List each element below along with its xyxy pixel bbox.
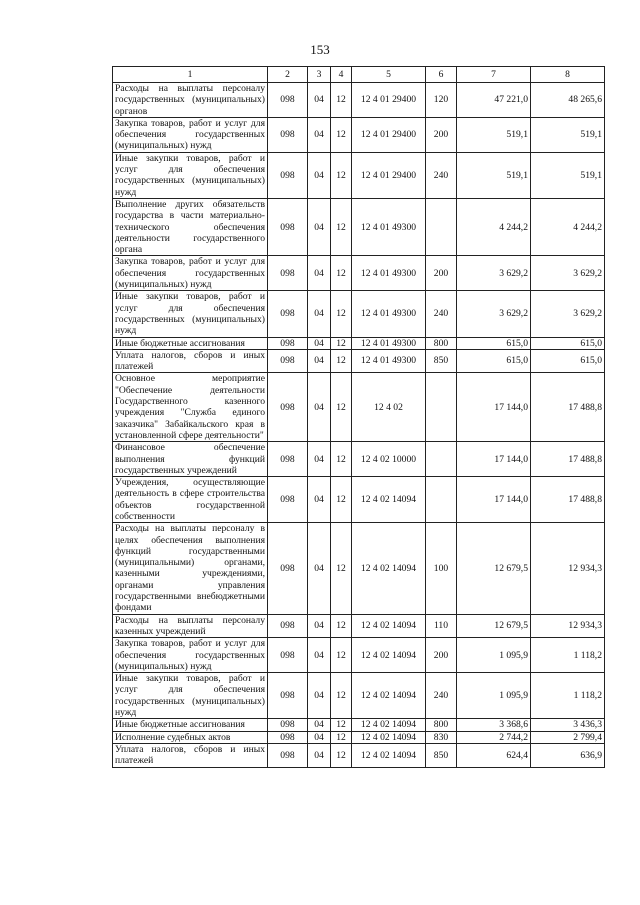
cell-name: Иные закупки товаров, работ и услуг для обеспечения государственных (муниципальных) нужд bbox=[113, 673, 268, 719]
cell-amount-year2: 1 118,2 bbox=[531, 638, 605, 673]
cell-amount-year2: 615,0 bbox=[531, 349, 605, 373]
cell-section: 04 bbox=[308, 291, 331, 337]
cell-expense-type bbox=[426, 373, 457, 442]
table-row bbox=[113, 673, 605, 719]
cell-name: Иные бюджетные ассигнования bbox=[113, 719, 268, 731]
header-col-3: 3 bbox=[308, 67, 331, 83]
cell-name: Расходы на выплаты персоналу казенных учреждений bbox=[113, 614, 268, 638]
table-row bbox=[113, 152, 605, 198]
cell-admin-code: 098 bbox=[268, 349, 308, 373]
cell-target-article: 12 4 02 14094 bbox=[352, 477, 426, 523]
cell-target-article: 12 4 02 14094 bbox=[352, 614, 426, 638]
cell-admin-code: 098 bbox=[268, 373, 308, 442]
cell-section: 04 bbox=[308, 83, 331, 118]
cell-amount-year2: 17 488,8 bbox=[531, 373, 605, 442]
cell-admin-code: 098 bbox=[268, 291, 308, 337]
cell-subsection: 12 bbox=[331, 743, 352, 767]
table-row bbox=[113, 117, 605, 152]
cell-admin-code: 098 bbox=[268, 719, 308, 731]
cell-name: Иные бюджетные ассигнования bbox=[113, 337, 268, 349]
cell-admin-code: 098 bbox=[268, 117, 308, 152]
cell-expense-type bbox=[426, 442, 457, 477]
table-row bbox=[113, 614, 605, 638]
cell-admin-code: 098 bbox=[268, 614, 308, 638]
header-col-5: 5 bbox=[352, 67, 426, 83]
cell-target-article: 12 4 01 49300 bbox=[352, 337, 426, 349]
cell-amount-year1: 17 144,0 bbox=[457, 373, 531, 442]
table-row bbox=[113, 442, 605, 477]
cell-section: 04 bbox=[308, 152, 331, 198]
cell-expense-type: 240 bbox=[426, 152, 457, 198]
table-row bbox=[113, 256, 605, 291]
cell-amount-year2: 1 118,2 bbox=[531, 673, 605, 719]
cell-section: 04 bbox=[308, 673, 331, 719]
cell-section: 04 bbox=[308, 256, 331, 291]
cell-admin-code: 098 bbox=[268, 256, 308, 291]
cell-section: 04 bbox=[308, 117, 331, 152]
header-col-4: 4 bbox=[331, 67, 352, 83]
cell-target-article: 12 4 01 49300 bbox=[352, 256, 426, 291]
cell-amount-year2: 519,1 bbox=[531, 152, 605, 198]
cell-admin-code: 098 bbox=[268, 731, 308, 743]
cell-section: 04 bbox=[308, 523, 331, 614]
cell-amount-year1: 1 095,9 bbox=[457, 638, 531, 673]
cell-section: 04 bbox=[308, 337, 331, 349]
header-col-7: 7 bbox=[457, 67, 531, 83]
cell-amount-year2: 519,1 bbox=[531, 117, 605, 152]
cell-expense-type: 110 bbox=[426, 614, 457, 638]
cell-subsection: 12 bbox=[331, 337, 352, 349]
cell-section: 04 bbox=[308, 198, 331, 255]
table-row bbox=[113, 198, 605, 255]
cell-amount-year1: 615,0 bbox=[457, 337, 531, 349]
cell-amount-year2: 636,9 bbox=[531, 743, 605, 767]
cell-name: Закупка товаров, работ и услуг для обеспечения государственных (муниципальных) нужд bbox=[113, 638, 268, 673]
table-row bbox=[113, 349, 605, 373]
cell-target-article: 12 4 01 49300 bbox=[352, 198, 426, 255]
cell-amount-year1: 519,1 bbox=[457, 117, 531, 152]
cell-name: Финансовое обеспечение выполнения функций государственных учреждений bbox=[113, 442, 268, 477]
cell-name: Уплата налогов, сборов и иных платежей bbox=[113, 349, 268, 373]
cell-amount-year2: 17 488,8 bbox=[531, 442, 605, 477]
cell-subsection: 12 bbox=[331, 373, 352, 442]
header-col-6: 6 bbox=[426, 67, 457, 83]
table-row bbox=[113, 743, 605, 767]
cell-admin-code: 098 bbox=[268, 523, 308, 614]
cell-amount-year2: 48 265,6 bbox=[531, 83, 605, 118]
cell-admin-code: 098 bbox=[268, 83, 308, 118]
cell-subsection: 12 bbox=[331, 523, 352, 614]
cell-section: 04 bbox=[308, 743, 331, 767]
header-col-8: 8 bbox=[531, 67, 605, 83]
cell-subsection: 12 bbox=[331, 614, 352, 638]
cell-expense-type: 100 bbox=[426, 523, 457, 614]
cell-section: 04 bbox=[308, 349, 331, 373]
page-number: 153 bbox=[310, 42, 330, 57]
cell-amount-year1: 4 244,2 bbox=[457, 198, 531, 255]
table-row bbox=[113, 638, 605, 673]
cell-subsection: 12 bbox=[331, 349, 352, 373]
cell-expense-type: 200 bbox=[426, 638, 457, 673]
budget-table bbox=[112, 66, 605, 768]
table-row bbox=[113, 731, 605, 743]
cell-section: 04 bbox=[308, 442, 331, 477]
cell-expense-type: 200 bbox=[426, 117, 457, 152]
cell-admin-code: 098 bbox=[268, 152, 308, 198]
cell-name: Учреждения, осуществляющие деятельность в сфере строительства объектов государственной собственности bbox=[113, 477, 268, 523]
cell-amount-year2: 615,0 bbox=[531, 337, 605, 349]
cell-subsection: 12 bbox=[331, 638, 352, 673]
cell-amount-year1: 1 095,9 bbox=[457, 673, 531, 719]
cell-amount-year2: 12 934,3 bbox=[531, 523, 605, 614]
cell-name: Основное мероприятие "Обеспечение деятельности Государственного казенного учреждения "Служба единого заказчика" Забайкальского края в установленной сфере деятельности" bbox=[113, 373, 268, 442]
cell-amount-year2: 3 629,2 bbox=[531, 256, 605, 291]
cell-target-article: 12 4 02 10000 bbox=[352, 442, 426, 477]
cell-name: Расходы на выплаты персоналу государственных (муниципальных) органов bbox=[113, 83, 268, 118]
cell-section: 04 bbox=[308, 719, 331, 731]
cell-target-article: 12 4 02 14094 bbox=[352, 638, 426, 673]
cell-subsection: 12 bbox=[331, 731, 352, 743]
cell-subsection: 12 bbox=[331, 673, 352, 719]
cell-target-article: 12 4 02 bbox=[352, 373, 426, 442]
table-row bbox=[113, 337, 605, 349]
cell-expense-type: 240 bbox=[426, 673, 457, 719]
cell-admin-code: 098 bbox=[268, 198, 308, 255]
cell-amount-year1: 519,1 bbox=[457, 152, 531, 198]
table-row bbox=[113, 373, 605, 442]
cell-target-article: 12 4 01 29400 bbox=[352, 117, 426, 152]
cell-expense-type bbox=[426, 477, 457, 523]
cell-target-article: 12 4 01 29400 bbox=[352, 152, 426, 198]
cell-amount-year1: 615,0 bbox=[457, 349, 531, 373]
cell-amount-year1: 12 679,5 bbox=[457, 614, 531, 638]
cell-amount-year2: 2 799,4 bbox=[531, 731, 605, 743]
cell-expense-type: 200 bbox=[426, 256, 457, 291]
cell-name: Закупка товаров, работ и услуг для обеспечения государственных (муниципальных) нужд bbox=[113, 117, 268, 152]
cell-amount-year2: 17 488,8 bbox=[531, 477, 605, 523]
cell-subsection: 12 bbox=[331, 477, 352, 523]
cell-amount-year2: 12 934,3 bbox=[531, 614, 605, 638]
cell-expense-type bbox=[426, 198, 457, 255]
table-row bbox=[113, 719, 605, 731]
cell-section: 04 bbox=[308, 373, 331, 442]
cell-admin-code: 098 bbox=[268, 638, 308, 673]
table-body bbox=[113, 83, 605, 768]
cell-expense-type: 120 bbox=[426, 83, 457, 118]
cell-target-article: 12 4 02 14094 bbox=[352, 719, 426, 731]
cell-admin-code: 098 bbox=[268, 442, 308, 477]
cell-target-article: 12 4 02 14094 bbox=[352, 673, 426, 719]
header-col-1: 1 bbox=[113, 67, 268, 83]
cell-name: Иные закупки товаров, работ и услуг для обеспечения государственных (муниципальных) нужд bbox=[113, 152, 268, 198]
cell-amount-year1: 2 744,2 bbox=[457, 731, 531, 743]
cell-name: Выполнение других обязательств государства в части материально-технического обеспечения деятельности государственного органа bbox=[113, 198, 268, 255]
table-row bbox=[113, 523, 605, 614]
cell-expense-type: 830 bbox=[426, 731, 457, 743]
table-row bbox=[113, 477, 605, 523]
cell-amount-year2: 3 436,3 bbox=[531, 719, 605, 731]
cell-target-article: 12 4 01 29400 bbox=[352, 83, 426, 118]
cell-name: Закупка товаров, работ и услуг для обеспечения государственных (муниципальных) нужд bbox=[113, 256, 268, 291]
cell-name: Расходы на выплаты персоналу в целях обеспечения выполнения функций государственными (муниципальными) органами, казенными учреждениями, органами управления государственными внебюджетными фондами bbox=[113, 523, 268, 614]
cell-subsection: 12 bbox=[331, 83, 352, 118]
cell-admin-code: 098 bbox=[268, 477, 308, 523]
cell-subsection: 12 bbox=[331, 256, 352, 291]
cell-amount-year1: 12 679,5 bbox=[457, 523, 531, 614]
cell-amount-year1: 3 368,6 bbox=[457, 719, 531, 731]
cell-target-article: 12 4 01 49300 bbox=[352, 349, 426, 373]
cell-name: Иные закупки товаров, работ и услуг для обеспечения государственных (муниципальных) нужд bbox=[113, 291, 268, 337]
header-col-2: 2 bbox=[268, 67, 308, 83]
cell-admin-code: 098 bbox=[268, 337, 308, 349]
cell-amount-year1: 3 629,2 bbox=[457, 291, 531, 337]
cell-subsection: 12 bbox=[331, 291, 352, 337]
cell-target-article: 12 4 02 14094 bbox=[352, 523, 426, 614]
cell-expense-type: 800 bbox=[426, 337, 457, 349]
cell-expense-type: 800 bbox=[426, 719, 457, 731]
cell-target-article: 12 4 01 49300 bbox=[352, 291, 426, 337]
table-row bbox=[113, 291, 605, 337]
cell-expense-type: 850 bbox=[426, 349, 457, 373]
cell-expense-type: 850 bbox=[426, 743, 457, 767]
table-row bbox=[113, 83, 605, 118]
cell-subsection: 12 bbox=[331, 117, 352, 152]
cell-amount-year2: 3 629,2 bbox=[531, 291, 605, 337]
cell-name: Исполнение судебных актов bbox=[113, 731, 268, 743]
cell-admin-code: 098 bbox=[268, 673, 308, 719]
cell-section: 04 bbox=[308, 614, 331, 638]
cell-section: 04 bbox=[308, 731, 331, 743]
cell-name: Уплата налогов, сборов и иных платежей bbox=[113, 743, 268, 767]
cell-section: 04 bbox=[308, 638, 331, 673]
cell-expense-type: 240 bbox=[426, 291, 457, 337]
cell-amount-year1: 47 221,0 bbox=[457, 83, 531, 118]
cell-amount-year1: 17 144,0 bbox=[457, 477, 531, 523]
cell-subsection: 12 bbox=[331, 198, 352, 255]
cell-subsection: 12 bbox=[331, 719, 352, 731]
table-header-row bbox=[113, 67, 605, 83]
cell-amount-year1: 17 144,0 bbox=[457, 442, 531, 477]
cell-amount-year1: 3 629,2 bbox=[457, 256, 531, 291]
cell-target-article: 12 4 02 14094 bbox=[352, 743, 426, 767]
cell-admin-code: 098 bbox=[268, 743, 308, 767]
cell-amount-year2: 4 244,2 bbox=[531, 198, 605, 255]
cell-subsection: 12 bbox=[331, 442, 352, 477]
cell-subsection: 12 bbox=[331, 152, 352, 198]
cell-section: 04 bbox=[308, 477, 331, 523]
cell-amount-year1: 624,4 bbox=[457, 743, 531, 767]
cell-target-article: 12 4 02 14094 bbox=[352, 731, 426, 743]
